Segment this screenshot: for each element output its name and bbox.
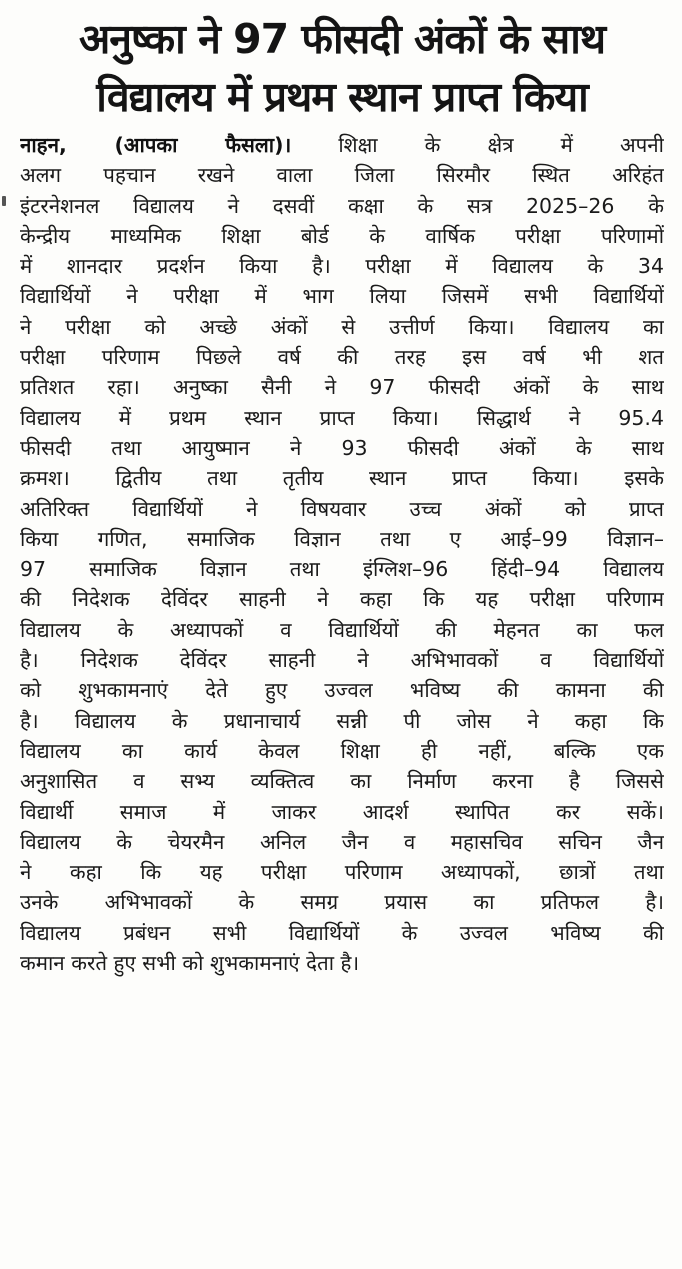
body-line: विद्यार्थियों ने परीक्षा में भाग लिया जिसमें सभी विद्यार्थियों (20, 284, 664, 309)
body-line: 97 समाजिक विज्ञान तथा इंग्लिश–96 हिंदी–94 विद्यालय (20, 557, 664, 582)
body-line: फीसदी तथा आयुष्मान ने 93 फीसदी अंकों के साथ (20, 435, 664, 460)
body-line: परीक्षा परिणाम पिछले वर्ष की तरह इस वर्ष भी शत (20, 345, 664, 370)
body-line: विद्यार्थी समाज में जाकर आदर्श स्थापित कर सकें। (20, 799, 664, 824)
body-line (20, 130, 664, 160)
body-line: की निदेशक देविंदर साहनी ने कहा कि यह परीक्षा परिणाम (20, 587, 664, 612)
headline-line-2: विद्यालय में प्रथम स्थान प्राप्त किया (96, 73, 588, 121)
body-line: विद्यालय के चेयरमैन अनिल जैन व महासचिव सचिन जैन (20, 829, 664, 854)
body-line: विद्यालय का कार्य केवल शिक्षा ही नहीं, बल्कि एक (20, 738, 664, 763)
body-line: अनुशासित व सभ्य व्यक्तित्व का निर्माण करना है जिससे (20, 769, 664, 794)
body-line: विद्यालय में प्रथम स्थान प्राप्त किया। सिद्धार्थ ने 95.4 (20, 405, 664, 430)
body-line: कमान करते हुए सभी को शुभकामनाएं देता है। (20, 951, 360, 976)
body-line: इंटरनेशनल विद्यालय ने दसवीं कक्षा के सत्र 2025–26 के (20, 193, 664, 218)
headline-line-1: अनुष्का ने 97 फीसदी अंकों के साथ (78, 15, 606, 63)
body-line: ने कहा कि यह परीक्षा परिणाम अध्यापकों, छात्रों तथा (20, 860, 664, 885)
body-line: प्रतिशत रहा। अनुष्का सैनी ने 97 फीसदी अंकों के साथ (20, 375, 664, 400)
headline (20, 10, 664, 126)
body-line: ने परीक्षा को अच्छे अंकों से उत्तीर्ण किया। विद्यालय का (20, 314, 664, 339)
body-line: किया गणित, समाजिक विज्ञान तथा ए आई–99 विज्ञान– (20, 526, 664, 551)
body-line: अतिरिक्त विद्यार्थियों ने विषयवार उच्च अंकों को प्राप्त (20, 496, 664, 521)
body-line: है। निदेशक देविंदर साहनी ने अभिभावकों व विद्यार्थियों (20, 648, 664, 673)
body-line: में शानदार प्रदर्शन किया है। परीक्षा में विद्यालय के 34 (20, 254, 664, 279)
body-line: विद्यालय के अध्यापकों व विद्यार्थियों की मेहनत का फल (20, 617, 664, 642)
body-line: है। विद्यालय के प्रधानाचार्य सन्नी पी जोस ने कहा कि (20, 708, 664, 733)
dateline: नाहन, (आपका फैसला)। (20, 133, 292, 157)
body-line: केन्द्रीय माध्यमिक शिक्षा बोर्ड के वार्षिक परीक्षा परिणामों (20, 223, 664, 248)
margin-mark (2, 196, 6, 206)
body-line: उनके अभिभावकों के समग्र प्रयास का प्रतिफल है। (20, 890, 664, 915)
body-line: अलग पहचान रखने वाला जिला सिरमौर स्थित अरिहंत (20, 163, 664, 188)
first-line-text: शिक्षा के क्षेत्र में अपनी (291, 133, 664, 157)
body-line: क्रमश। द्वितीय तथा तृतीय स्थान प्राप्त किया। इसके (20, 466, 664, 491)
body-line: विद्यालय प्रबंधन सभी विद्यार्थियों के उज्वल भविष्य की (20, 920, 664, 945)
article-body (20, 130, 664, 978)
body-line: को शुभकामनाएं देते हुए उज्वल भविष्य की कामना की (20, 678, 664, 703)
